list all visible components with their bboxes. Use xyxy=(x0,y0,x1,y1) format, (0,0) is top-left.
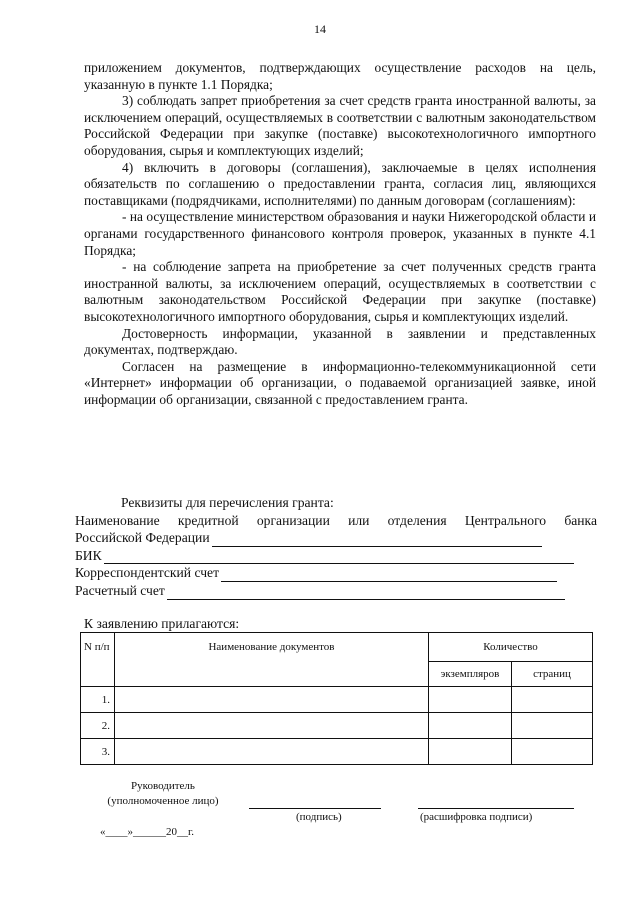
paragraph: Достоверность информации, указанной в заявлении и представленных документах, подтверждаю. xyxy=(84,325,596,358)
pages-cell[interactable] xyxy=(512,687,593,713)
header-copies: экземпляров xyxy=(429,662,512,687)
copies-cell[interactable] xyxy=(429,713,512,739)
document-name-cell[interactable] xyxy=(115,739,429,765)
paragraph: 3) соблюдать запрет приобретения за счет средств гранта иностранной валюты, за исключением операций, осуществляемых в соответствии с валютным законодательством Российской Федерации при закупке (поставке) высокотехнологичного импортного оборудования, сырья и комплектующих изделий; xyxy=(84,93,596,158)
head-sublabel: (уполномоченное лицо) xyxy=(107,795,219,807)
header-num: N п/п xyxy=(81,633,115,687)
decoding-field[interactable] xyxy=(418,808,574,809)
bik-field[interactable] xyxy=(104,550,574,564)
pages-cell[interactable] xyxy=(512,713,593,739)
bank-name-label-cont: Российской Федерации xyxy=(75,530,210,546)
page-number: 14 xyxy=(314,22,326,36)
requisites-block xyxy=(75,494,597,600)
bik-row xyxy=(75,547,597,565)
table-row xyxy=(81,739,593,765)
bank-name-label: Наименование кредитной организации или отделения Центрального банка xyxy=(75,512,597,528)
decoding-caption: (расшифровка подписи) xyxy=(420,811,533,823)
row-number: 2. xyxy=(81,713,115,739)
head-label-block xyxy=(96,779,230,809)
attachments-title: К заявлению прилагаются: xyxy=(84,616,240,631)
paragraph: Согласен на размещение в информационно-телекоммуникационной сети «Интернет» информации об организации, о подаваемой организацией заявке, иной информации об организации, связанной с предоставлением гранта. xyxy=(84,358,596,407)
copies-cell[interactable] xyxy=(429,687,512,713)
paragraph: приложением документов, подтверждающих осуществление расходов на цель, указанную в пункте 1.1 Порядка; xyxy=(84,60,596,92)
account-row xyxy=(75,582,597,600)
pages-cell[interactable] xyxy=(512,739,593,765)
document-name-cell[interactable] xyxy=(115,713,429,739)
bank-name-field[interactable] xyxy=(212,533,542,547)
corr-account-row xyxy=(75,564,597,582)
signature-field[interactable] xyxy=(249,808,381,809)
bank-name-row xyxy=(75,529,597,547)
signature-caption: (подпись) xyxy=(296,811,342,823)
main-text xyxy=(84,60,596,408)
corr-account-field[interactable] xyxy=(221,568,557,582)
copies-cell[interactable] xyxy=(429,739,512,765)
bik-label: БИК xyxy=(75,547,102,563)
requisites-title: Реквизиты для перечисления гранта: xyxy=(121,495,334,510)
row-number: 3. xyxy=(81,739,115,765)
header-quantity: Количество xyxy=(429,633,593,662)
header-pages: страниц xyxy=(512,662,593,687)
header-name: Наименование документов xyxy=(115,633,429,687)
paragraph: - на осуществление министерством образования и науки Нижегородской области и органами государственного финансового контроля проверок, указанных в пункте 4.1 Порядка; xyxy=(84,209,596,258)
head-label: Руководитель xyxy=(131,780,195,792)
paragraph: - на соблюдение запрета на приобретение за счет полученных средств гранта иностранной валюты, за исключением операций, осуществляемых в соответствии с валютным законодательством Российской Федерации при закупке (поставке) высокотехнологичного импортного оборудования, сырья и комплектующих изделий. xyxy=(84,259,596,324)
row-number: 1. xyxy=(81,687,115,713)
date-field[interactable]: «____»______20__г. xyxy=(100,826,195,838)
corr-account-label: Корреспондентский счет xyxy=(75,565,220,581)
table-row xyxy=(81,687,593,713)
attachments-table xyxy=(80,632,593,765)
paragraph: 4) включить в договоры (соглашения), заключаемые в целях исполнения обязательств по соглашению о предоставлении гранта, согласия лиц, являющихся поставщиками (подрядчиками, исполнителями) по данным договорам (соглашениям): xyxy=(84,159,596,208)
account-field[interactable] xyxy=(167,586,565,600)
document-name-cell[interactable] xyxy=(115,687,429,713)
table-row xyxy=(81,713,593,739)
account-label: Расчетный счет xyxy=(75,582,165,598)
